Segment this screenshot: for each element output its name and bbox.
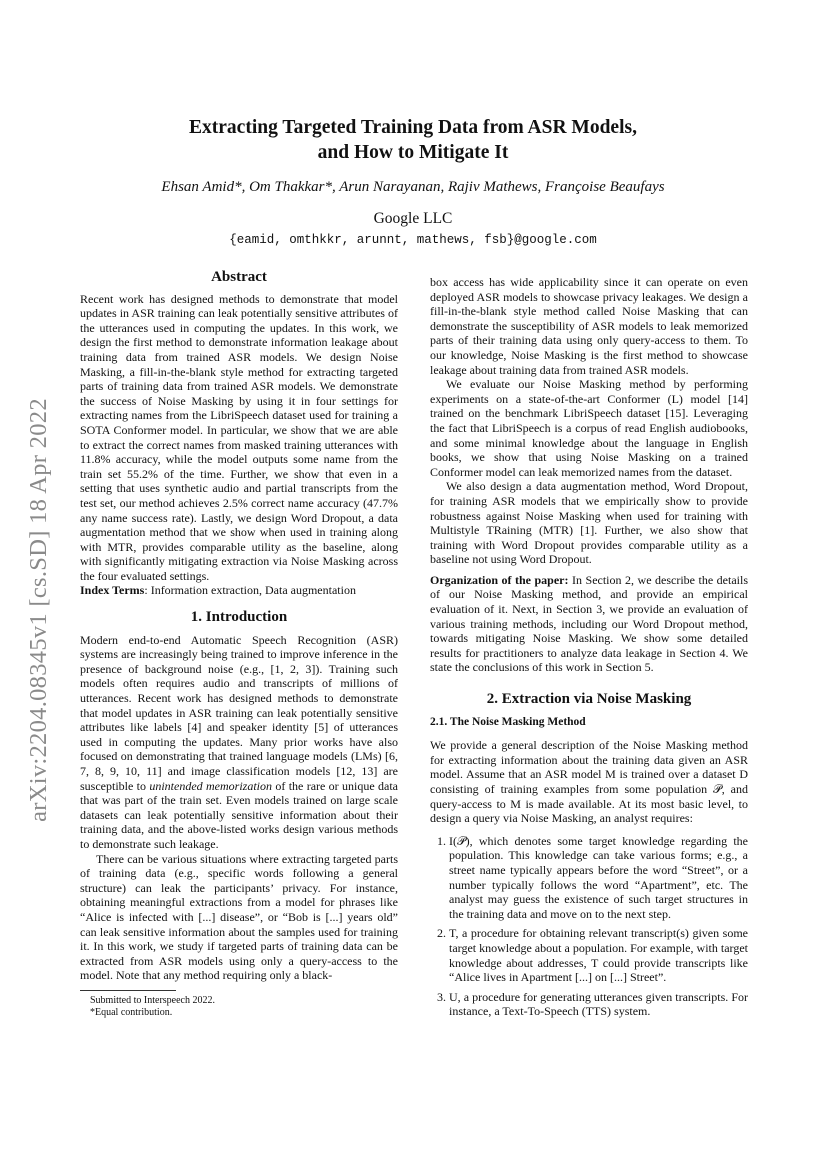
organization-text: In Section 2, we describe the details of our Noise Masking method, and provide an empirical evaluation of it. Next, in Section 3, we provide an evaluation of various training methods, including our Word Dropout method, towards mitigating Noise Masking. We show some detailed results for practitioners to analyze data leakage in Section 4. We state the conclusions of this work in Section 5. <box>430 572 748 675</box>
section-2-1-paragraph: We provide a general description of the Noise Masking method for extracting information about the training data given an ASR model. Assume that an ASR model M is trained over a dataset D consisting of training examples from some population 𝒫, and query-access to M is made available. At its most basic level, to design a query via Noise Masking, an analyst requires: <box>430 738 748 826</box>
organization-label: Organization of the paper: <box>430 572 569 587</box>
right-column <box>430 275 748 1019</box>
intro-paragraph-2: There can be various situations where extracting targeted parts of training data (e.g., specific words following a general structure) can leak the participants’ privacy. For instance, obtaining meaningful extractions from a model for phrases like “Alice is infected with [...] disease”, or “Bob is [...] years old” can leak sensitive information about the samples used for training it. In this work, we study if targeted parts of training data can be extracted from ASR models using only a query-access to the model. Note that any method requiring only a black- <box>80 851 398 983</box>
title-line-2: and How to Mitigate It <box>317 142 509 163</box>
intro-p1-tail: of the rare or unique data that was part of the train set. Even models trained on large scale datasets can leak potentially sensitive information about their training data, and the above-listed works design various methods to demonstrate such leakage. <box>80 778 399 851</box>
arxiv-identifier-text: arXiv:2204.08345v1 [cs.SD] 18 Apr 2022 <box>25 398 53 822</box>
intro-paragraph-1 <box>80 633 398 852</box>
index-terms-text: : Information extraction, Data augmentation <box>144 583 356 598</box>
title-line-1: Extracting Targeted Training Data from ASR Models, <box>189 117 637 138</box>
author-emails: {eamid, omthkkr, arunnt, mathews, fsb}@google.com <box>229 233 597 247</box>
section-2-heading: 2. Extraction via Noise Masking <box>486 691 692 708</box>
intro-p1-text: Modern end-to-end Automatic Speech Recognition (ASR) systems are increasingly being trained to improve inference in the presence of background noise (e.g., [1, 2, 3]). Training such models often requires audio and transcripts of millions of utterances. Recent work has designed methods to demonstrate that model updates in ASR training can leak potentially sensitive attributes like labels [4] and speaker identity [5] of utterances used in computing the updates. Many prior works have also focused on demonstrating that trained language models (LMs) [6, 7, 8, 9, 10, 11] and image classification models [12, 13] are susceptible to <box>80 632 398 793</box>
introduction-heading: 1. Introduction <box>190 609 288 626</box>
author-list: Ehsan Amid*, Om Thakkar*, Arun Narayanan, Rajiv Mathews, Françoise Beaufays <box>161 179 665 195</box>
abstract-heading: Abstract <box>211 269 267 285</box>
intro-p1-emphasis: unintended memorization <box>149 778 273 793</box>
intro-paragraph-2-continued: box access has wide applicability since it can operate on even deployed ASR models to showcase privacy leakages. We design a fill-in-the-blank style method called Noise Masking that can demonstrate the susceptibility of ASR models to leak memorized parts of their training data using only query-access to them. To our knowledge, Noise Masking is the first method to showcase leakage about training data from trained ASR models. <box>430 275 748 377</box>
left-column <box>80 270 398 1019</box>
requirements-list <box>430 834 748 1019</box>
list-item: 2. T, a procedure for obtaining relevant transcript(s) given some target knowledge about a population. For example, with target knowledge about addresses, T could provide transcripts like “Alice lives in Apartment [...] on [...] Street”. <box>449 926 748 984</box>
subsection-2-1-heading: 2.1. The Noise Masking Method <box>430 715 586 728</box>
index-terms-label: Index Terms <box>80 583 145 598</box>
abstract-text: Recent work has designed methods to demonstrate that model updates in ASR training can leak potentially sensitive attributes of the utterances used in computing the updates. In this work, we design the first method to demonstrate information leakage about training data from trained ASR models. We design Noise Masking, a fill-in-the-blank style method for extracting targeted parts of training data from trained ASR models. We demonstrate the success of Noise Masking by using it in four settings for extracting names from the LibriSpeech dataset used for training a SOTA Conformer model. In particular, we show that we are able to extract the correct names from masked training utterances with 11.8% accuracy, while the model outputs some name from the train set 55.2% of the time. Further, we show that even in a setting that uses synthetic audio and partial transcripts from the test set, our method achieves 2.5% correct name accuracy (47.7% any name success rate). Lastly, we design Word Dropout, a data augmentation method that we show when used in training along with MTR, provides comparable utility as the baseline, along with significantly mitigating extraction via Noise Masking across the four evaluated settings. <box>80 291 398 583</box>
footnote-submitted: Submitted to Interspeech 2022. <box>90 994 215 1006</box>
affiliation: Google LLC <box>373 210 453 227</box>
footnote-rule <box>80 990 176 991</box>
intro-paragraph-3: We evaluate our Noise Masking method by performing experiments on a state-of-the-art Conformer (L) model [14] trained on the benchmark LibriSpeech dataset [15]. Leveraging the fact that LibriSpeech is a corpus of read English audiobooks, and some minimal knowledge about the language in English books, we show that using Noise Masking on a trained Conformer model can leak memorized names from the dataset. <box>430 377 748 479</box>
list-item: 1. I(𝒫), which denotes some target knowledge regarding the population. This knowledge can take various forms; e.g., a street name typically appears before the word “Street”, or a number typically follows the word “Apartment”, etc. The analyst may guess the existence of such target structures in the training data and move on to the next step. <box>449 834 748 922</box>
index-terms <box>80 583 398 598</box>
arxiv-identifier <box>14 365 64 855</box>
paper-title <box>80 115 746 165</box>
footnote-equal-contribution: *Equal contribution. <box>90 1006 173 1018</box>
list-item: 3. U, a procedure for generating utterances given transcripts. For instance, a Text-To-Speech (TTS) system. <box>449 990 748 1019</box>
organization-paragraph <box>430 573 748 675</box>
intro-paragraph-4: We also design a data augmentation method, Word Dropout, for training ASR models that we empirically show to provide robustness against Noise Masking when used for training with Multistyle TRaining (MTR) [1]. Further, we also show that training with Word Dropout provides comparable utility as a baseline not using Word Dropout. <box>430 479 748 567</box>
